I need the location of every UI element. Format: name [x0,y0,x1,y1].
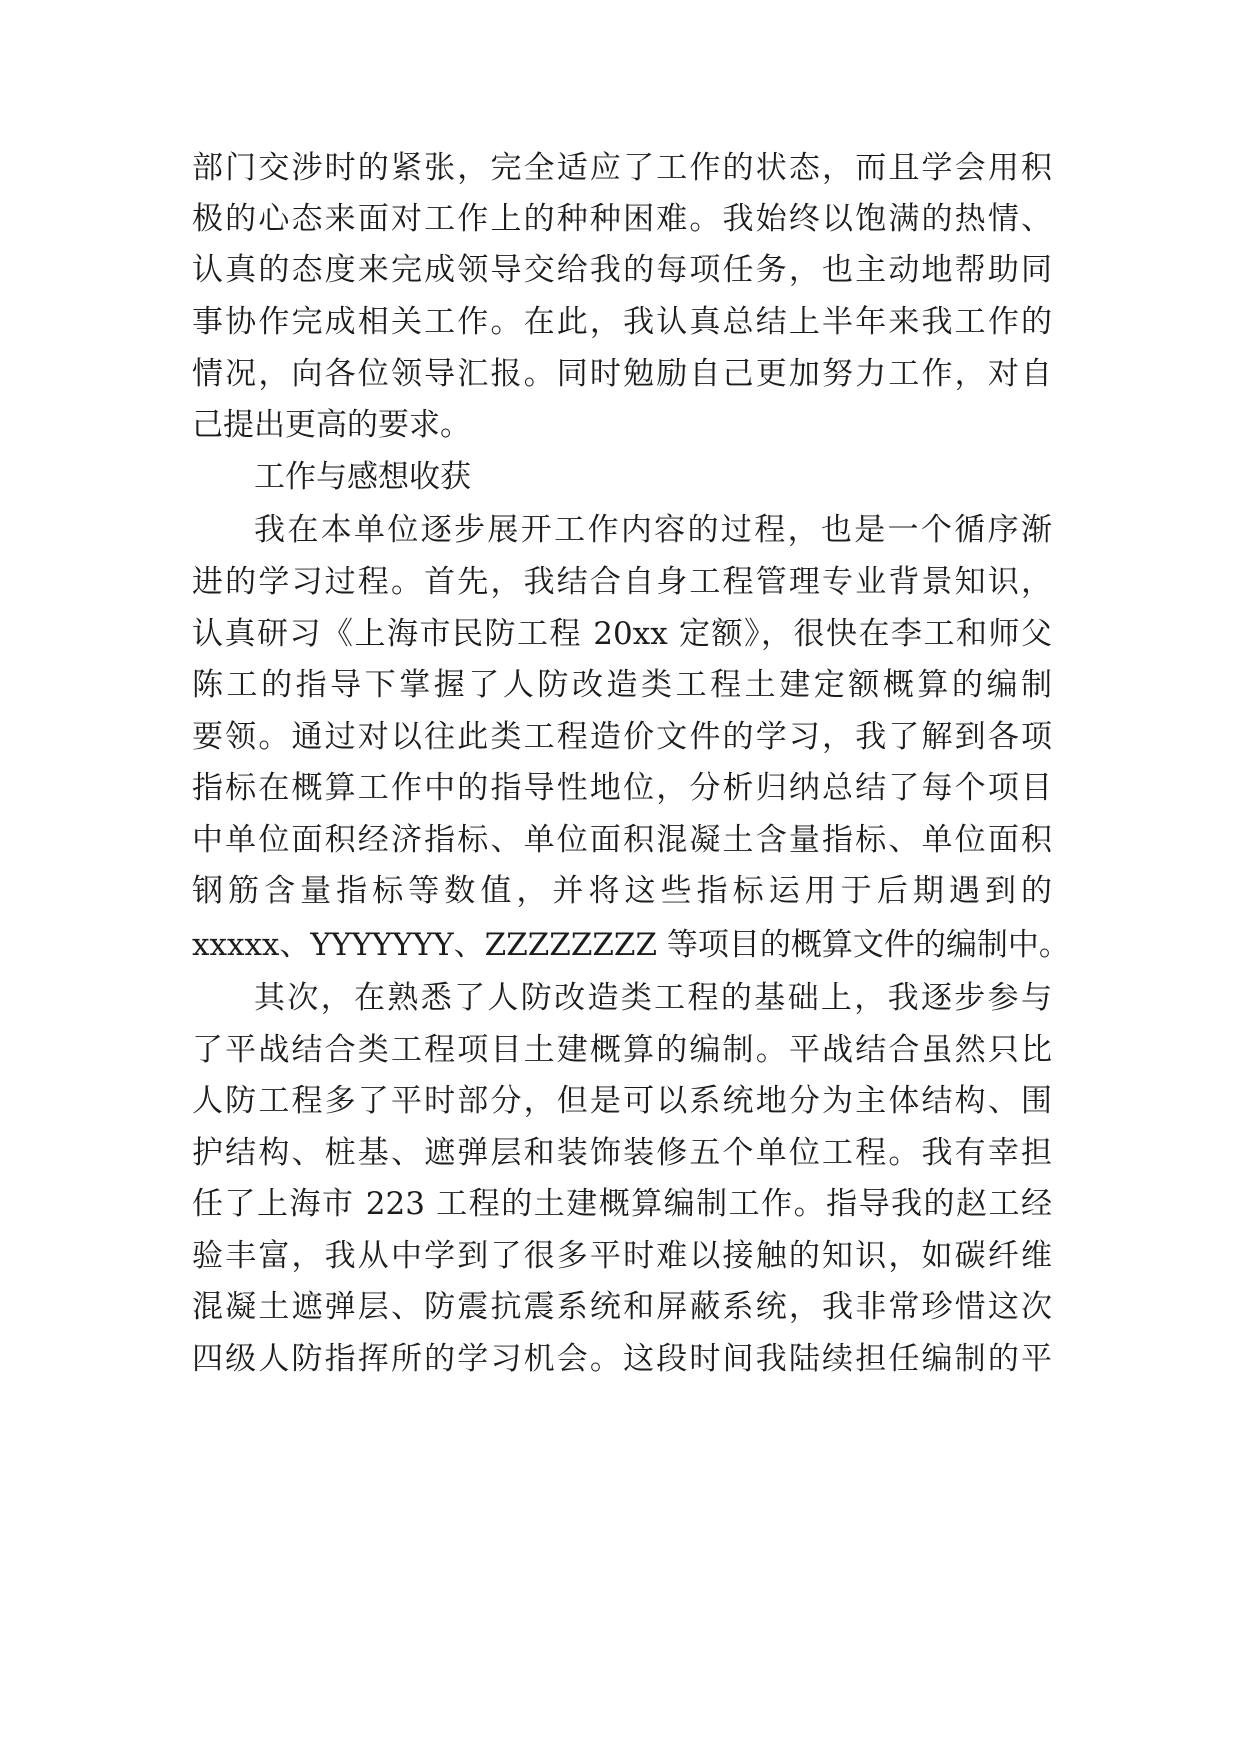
paragraph-2-line-7: 中单位面积经济指标、单位面积混凝土含量指标、单位面积 [192,822,1052,858]
paragraph-3-line-1: 其次，在熟悉了人防改造类工程的基础上，我逐步参与 [254,980,1052,1016]
paragraph-2-line-4: 陈工的指导下掌握了人防改造类工程土建定额概算的编制 [192,667,1052,703]
paragraph-2-line-9: xxxxx、YYYYYYY、ZZZZZZZZ 等项目的概算文件的编制中。 [192,927,1070,963]
paragraph-2-line-3: 认真研习《上海市民防工程 20xx 定额》，很快在李工和师父 [192,616,1052,652]
paragraph-1-line-4: 事协作完成相关工作。在此，我认真总结上半年来我工作的 [192,304,1052,340]
paragraph-3-line-5: 任了上海市 223 工程的土建概算编制工作。指导我的赵工经 [192,1186,1052,1222]
paragraph-1-line-5: 情况，向各位领导汇报。同时勉励自己更加努力工作，对自 [192,356,1052,392]
paragraph-2-line-6: 指标在概算工作中的指导性地位，分析归纳总结了每个项目 [192,770,1052,806]
paragraph-3-line-7: 混凝土遮弹层、防震抗震系统和屏蔽系统，我非常珍惜这次 [192,1289,1052,1325]
paragraph-1-line-2: 极的心态来面对工作上的种种困难。我始终以饱满的热情、 [192,201,1052,237]
section-heading: 工作与感想收获 [254,459,471,495]
paragraph-2-line-2: 进的学习过程。首先，我结合自身工程管理专业背景知识， [192,564,1052,600]
paragraph-3-line-6: 验丰富，我从中学到了很多平时难以接触的知识，如碳纤维 [192,1238,1052,1274]
paragraph-3-line-8: 四级人防指挥所的学习机会。这段时间我陆续担任编制的平 [192,1341,1052,1377]
paragraph-1-line-1: 部门交涉时的紧张，完全适应了工作的状态，而且学会用积 [192,150,1052,186]
paragraph-3-line-4: 护结构、桩基、遮弹层和装饰装修五个单位工程。我有幸担 [192,1135,1052,1171]
paragraph-1-line-6: 己提出更高的要求。 [192,407,471,443]
paragraph-2-line-8: 钢筋含量指标等数值，并将这些指标运用于后期遇到的 [192,873,1052,909]
paragraph-2-line-5: 要领。通过对以往此类工程造价文件的学习，我了解到各项 [192,719,1052,755]
paragraph-1-line-3: 认真的态度来完成领导交给我的每项任务，也主动地帮助同 [192,252,1052,288]
paragraph-3-line-2: 了平战结合类工程项目土建概算的编制。平战结合虽然只比 [192,1032,1052,1068]
paragraph-2-line-1: 我在本单位逐步展开工作内容的过程，也是一个循序渐 [254,512,1052,548]
paragraph-3-line-3: 人防工程多了平时部分，但是可以系统地分为主体结构、围 [192,1083,1052,1119]
